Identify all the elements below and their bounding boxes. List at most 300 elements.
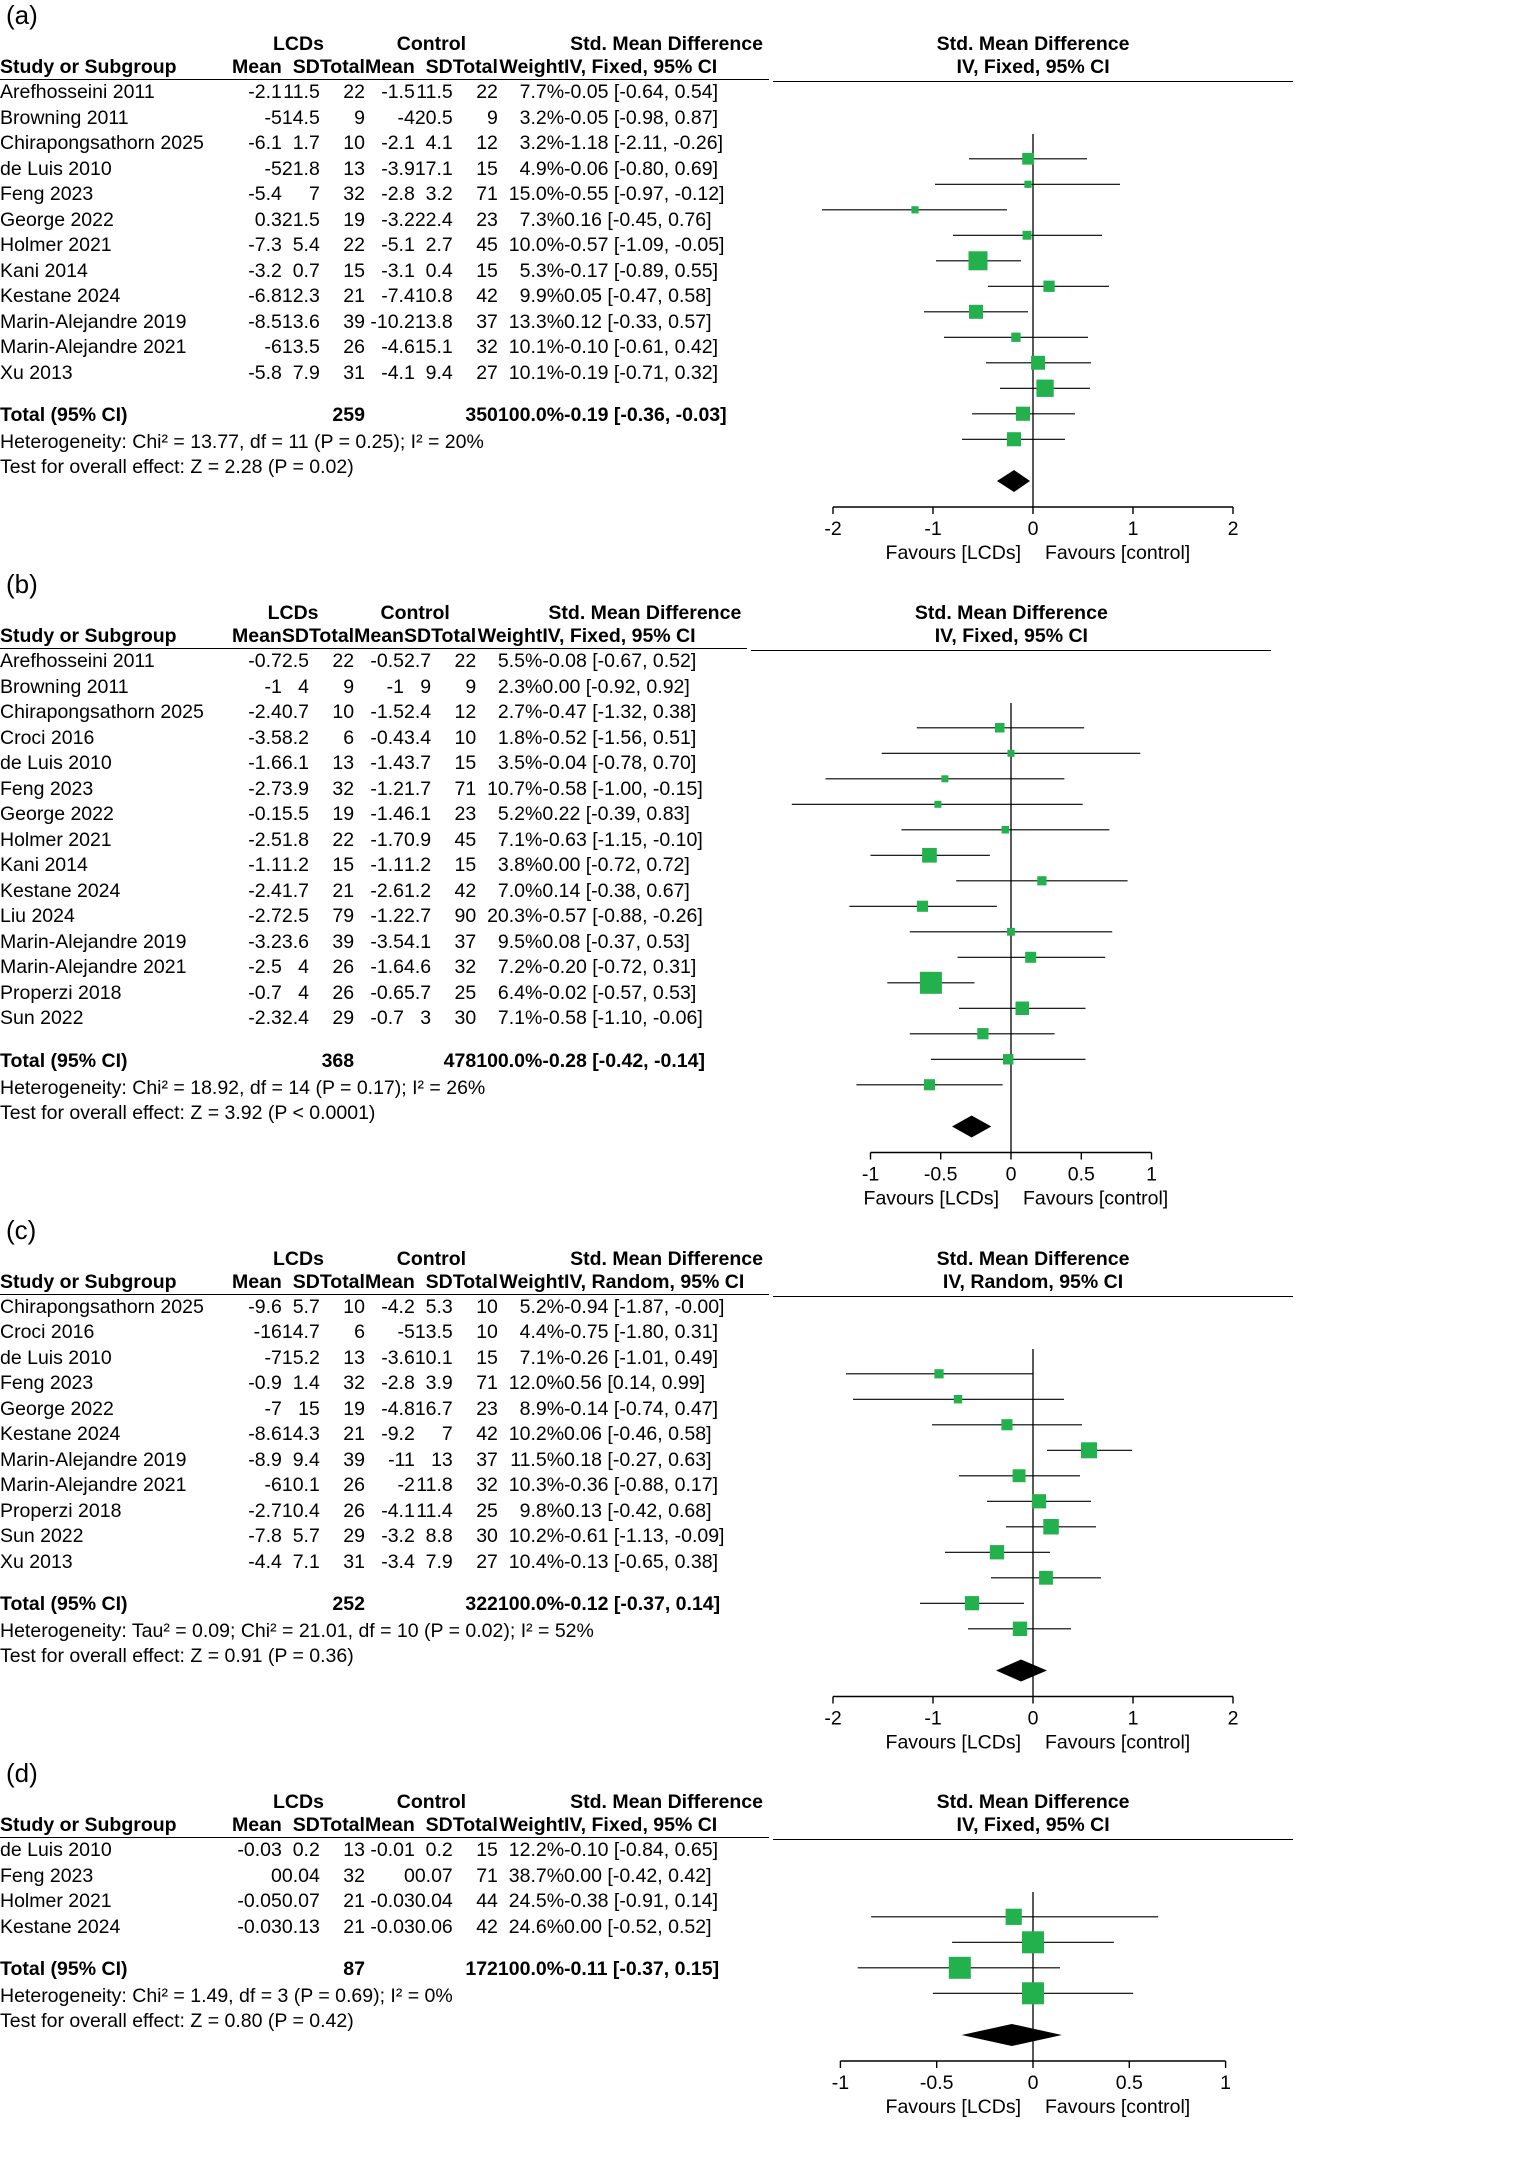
cell-sd1: 4 bbox=[298, 675, 309, 698]
spacer-cell bbox=[498, 1791, 564, 1814]
cell-ci: 0.18 [-0.27, 0.63] bbox=[564, 1448, 712, 1471]
forest-table bbox=[0, 1791, 769, 2034]
axis-tick-label: -0.5 bbox=[919, 2072, 954, 2094]
cell-study: Holmer 2021 bbox=[0, 828, 112, 851]
cell-total1: 26 bbox=[332, 981, 355, 1004]
cell-total1: 29 bbox=[332, 1007, 355, 1029]
group-header-smd: Std. Mean Difference bbox=[570, 1791, 763, 1813]
col-header-total1: Total bbox=[319, 1270, 365, 1293]
cell-ci: 0.00 [-0.92, 0.92] bbox=[542, 675, 690, 698]
forest-table bbox=[0, 602, 747, 1126]
cell-blank bbox=[282, 1046, 309, 1076]
cell-total2: 9 bbox=[487, 106, 498, 129]
col-header-sd2: SD bbox=[403, 625, 432, 647]
spacer-cell bbox=[0, 602, 232, 625]
cell-mean2: -2.1 bbox=[381, 132, 415, 154]
cell-total1: 6 bbox=[354, 1321, 365, 1343]
cell-sd1: 5.7 bbox=[292, 1525, 320, 1547]
cell-ci: 0.12 [-0.33, 0.57] bbox=[564, 310, 712, 333]
table-column-header-row bbox=[0, 1814, 769, 1838]
cell-study: Marin-Alejandre 2021 bbox=[0, 336, 187, 358]
graph-header-model: IV, Fixed, 95% CI bbox=[773, 56, 1293, 82]
cell-total2: 32 bbox=[476, 1474, 498, 1496]
cell-weight: 3.8% bbox=[497, 854, 543, 876]
cell-mean1: -3.5 bbox=[248, 726, 282, 749]
group-header-lcds: LCDs bbox=[273, 1791, 324, 1813]
cell-study: Xu 2013 bbox=[0, 1550, 73, 1573]
cell-mean1: -8.6 bbox=[248, 1423, 282, 1445]
cell-study: Marin-Alejandre 2019 bbox=[0, 310, 187, 333]
cell-mean2: -3.9 bbox=[381, 157, 415, 180]
cell-mean1: -0.7 bbox=[248, 981, 282, 1004]
cell-sd1: 21.5 bbox=[281, 208, 320, 231]
cell-sd1: 13.5 bbox=[281, 336, 320, 358]
cell-mean1: -1.1 bbox=[248, 854, 282, 876]
cell-mean2: -0.03 bbox=[370, 1915, 415, 1938]
cell-total2: 32 bbox=[476, 336, 498, 358]
cell-weight: 11.5% bbox=[510, 1448, 565, 1471]
cell-ci: -0.10 [-0.61, 0.42] bbox=[564, 336, 718, 358]
col-header-mean1: Mean bbox=[232, 56, 282, 78]
axis-label-left: Favours [LCDs] bbox=[885, 542, 1022, 564]
cell-study: de Luis 2010 bbox=[0, 1346, 112, 1369]
cell-sd2: 11.8 bbox=[416, 1474, 453, 1496]
cell-total-n2: 350 bbox=[465, 404, 498, 426]
cell-weight: 6.4% bbox=[497, 981, 543, 1004]
table-row bbox=[0, 828, 747, 854]
cell-mean2: -1 bbox=[386, 675, 404, 698]
cell-study: Sun 2022 bbox=[0, 1007, 84, 1029]
cell-sd2: 16.7 bbox=[414, 1397, 453, 1420]
cell-study: Sun 2022 bbox=[0, 1525, 84, 1547]
cell-ci: -0.63 [-1.15, -0.10] bbox=[542, 828, 703, 851]
effect-marker bbox=[1016, 407, 1030, 421]
effect-marker bbox=[1006, 1909, 1022, 1925]
cell-ci: -0.06 [-0.80, 0.69] bbox=[564, 157, 718, 180]
cell-sd1: 1.7 bbox=[281, 879, 309, 902]
cell-sd2: 4.6 bbox=[403, 956, 432, 978]
col-header-total2: Total bbox=[452, 1814, 498, 1836]
overall-effect-text: Test for overall effect: Z = 0.80 (P = 0.42) bbox=[0, 2010, 354, 2032]
cell-total2: 37 bbox=[454, 930, 477, 953]
col-header-total2: Total bbox=[452, 56, 498, 78]
cell-total1: 13 bbox=[332, 752, 355, 774]
cell-sd2: 3.7 bbox=[403, 752, 432, 774]
forest-panel-b bbox=[0, 569, 1535, 1215]
cell-weight: 5.2% bbox=[519, 1295, 565, 1318]
col-header-total2: Total bbox=[452, 1270, 498, 1293]
cell-sd1: 5.4 bbox=[292, 234, 320, 256]
overall-effect-text: Test for overall effect: Z = 3.92 (P < 0.0001) bbox=[0, 1101, 376, 1124]
cell-total2: 12 bbox=[454, 701, 477, 723]
cell-total1: 6 bbox=[343, 726, 355, 749]
cell-weight: 7.0% bbox=[497, 879, 543, 902]
table-row bbox=[0, 1006, 747, 1032]
col-header-study: Study or Subgroup bbox=[0, 56, 232, 80]
axis-tick-label: 1 bbox=[1127, 1707, 1139, 1729]
cell-weight: 10.0% bbox=[508, 234, 565, 256]
cell-total1: 21 bbox=[343, 1423, 365, 1445]
effect-marker bbox=[1039, 1570, 1053, 1584]
cell-mean1: -0.1 bbox=[248, 803, 282, 825]
cell-ci: -0.26 [-1.01, 0.49] bbox=[564, 1346, 718, 1369]
cell-study: George 2022 bbox=[0, 208, 114, 231]
cell-study: Holmer 2021 bbox=[0, 234, 112, 256]
cell-mean2: -9.2 bbox=[381, 1423, 415, 1445]
cell-mean2: -4.2 bbox=[381, 1295, 415, 1318]
cell-study: Chirapongsathorn 2025 bbox=[0, 701, 204, 723]
table-row bbox=[0, 1422, 769, 1448]
cell-mean1: -5.8 bbox=[248, 361, 282, 384]
cell-total1: 10 bbox=[343, 132, 365, 154]
cell-mean1: -2.5 bbox=[248, 828, 282, 851]
effect-marker bbox=[1013, 1621, 1027, 1635]
cell-mean2: -7.4 bbox=[381, 285, 415, 307]
heterogeneity-row bbox=[0, 1984, 769, 2009]
cell-blank bbox=[282, 1954, 320, 1984]
col-header-sd1: SD bbox=[282, 1271, 320, 1295]
col-header-study: Study or Subgroup bbox=[0, 1814, 232, 1838]
cell-mean2: -4.6 bbox=[381, 336, 415, 358]
cell-mean1: -7.8 bbox=[248, 1525, 282, 1547]
table-row bbox=[0, 879, 747, 905]
col-header-weight: Weight bbox=[499, 1814, 565, 1836]
cell-mean2: -4 bbox=[397, 106, 415, 129]
group-header-smd: Std. Mean Difference bbox=[570, 33, 763, 55]
cell-total2: 45 bbox=[454, 828, 477, 851]
cell-mean1: -2.1 bbox=[248, 81, 282, 103]
cell-mean1: -2.3 bbox=[248, 1007, 282, 1029]
effect-marker bbox=[1026, 952, 1037, 963]
cell-sd1: 10.1 bbox=[281, 1474, 320, 1496]
cell-sd2: 9 bbox=[420, 675, 432, 698]
table-row bbox=[0, 157, 769, 183]
group-header-smd: Std. Mean Difference bbox=[570, 1247, 763, 1270]
panel-label: (c) bbox=[6, 1214, 37, 1245]
col-header-mean1: Mean bbox=[232, 625, 282, 647]
cell-total2: 25 bbox=[454, 981, 477, 1004]
cell-total1: 19 bbox=[332, 803, 355, 825]
axis-label-right: Favours [control] bbox=[1023, 1187, 1169, 1210]
axis-tick-label: 2 bbox=[1227, 1707, 1239, 1729]
cell-total2: 27 bbox=[476, 361, 498, 384]
table-row bbox=[0, 284, 769, 310]
cell-blank bbox=[232, 1589, 282, 1619]
heterogeneity-row bbox=[0, 1619, 769, 1644]
cell-total2: 42 bbox=[476, 285, 498, 307]
table-row bbox=[0, 802, 747, 828]
cell-weight: 10.2% bbox=[508, 1423, 565, 1445]
cell-mean2: -3.4 bbox=[381, 1550, 415, 1573]
effect-marker bbox=[1036, 380, 1053, 397]
cell-weight: 9.8% bbox=[519, 1499, 565, 1522]
axis-label-left: Favours [LCDs] bbox=[885, 1731, 1022, 1753]
cell-total1: 29 bbox=[343, 1525, 365, 1547]
cell-study: Arefhosseini 2011 bbox=[0, 81, 155, 103]
table-row bbox=[0, 955, 747, 981]
cell-sd2: 20.5 bbox=[414, 106, 453, 129]
axis-label-left: Favours [LCDs] bbox=[885, 2096, 1022, 2118]
cell-mean1: -6.8 bbox=[248, 285, 282, 307]
cell-study: Marin-Alejandre 2019 bbox=[0, 1448, 187, 1471]
cell-total-weight: 100.0% bbox=[476, 1049, 543, 1072]
table-total-row bbox=[0, 1046, 747, 1076]
cell-weight: 5.3% bbox=[519, 259, 565, 282]
table-row bbox=[0, 1294, 769, 1320]
cell-study: Feng 2023 bbox=[0, 1372, 94, 1394]
cell-total-ci: -0.28 [-0.42, -0.14] bbox=[542, 1049, 705, 1072]
cell-total2: 23 bbox=[476, 208, 498, 231]
table-row bbox=[0, 1550, 769, 1576]
cell-mean1: -0.9 bbox=[248, 1372, 282, 1394]
cell-study: Browning 2011 bbox=[0, 106, 129, 129]
table-column-header-row bbox=[0, 56, 769, 80]
cell-study: de Luis 2010 bbox=[0, 1839, 112, 1861]
cell-total1: 39 bbox=[343, 1448, 365, 1471]
cell-study: George 2022 bbox=[0, 1397, 114, 1420]
cell-sd2: 5.3 bbox=[425, 1295, 453, 1318]
graph-header-smd: Std. Mean Difference bbox=[914, 602, 1108, 624]
cell-sd1: 7.1 bbox=[292, 1550, 320, 1573]
spacer-cell bbox=[0, 1248, 232, 1271]
cell-sd1: 0.7 bbox=[281, 701, 309, 723]
cell-mean1: -8.9 bbox=[248, 1448, 282, 1471]
cell-mean1: -1.6 bbox=[248, 752, 282, 774]
cell-sd1: 14.7 bbox=[281, 1321, 320, 1343]
cell-total1: 26 bbox=[343, 336, 365, 358]
cell-ci: -0.20 [-0.72, 0.31] bbox=[542, 956, 697, 978]
cell-total-ci: -0.12 [-0.37, 0.14] bbox=[564, 1593, 721, 1615]
cell-ci: -0.94 [-1.87, -0.00] bbox=[564, 1295, 725, 1318]
spacer-cell bbox=[476, 602, 542, 625]
axis-tick-label: -1 bbox=[924, 1707, 942, 1729]
cell-total1: 13 bbox=[343, 1346, 365, 1369]
cell-total1: 26 bbox=[343, 1474, 365, 1496]
forest-graph-svg bbox=[773, 82, 1293, 569]
table-column-header-row bbox=[0, 625, 747, 649]
axis-tick-label: 0.5 bbox=[1115, 2072, 1143, 2094]
cell-total1: 21 bbox=[332, 879, 355, 902]
forest-graph-svg bbox=[751, 651, 1271, 1215]
cell-blank bbox=[404, 1046, 431, 1076]
table-row bbox=[0, 1915, 769, 1941]
table-row bbox=[0, 726, 747, 752]
cell-study: Liu 2024 bbox=[0, 905, 75, 927]
cell-weight: 12.0% bbox=[508, 1372, 565, 1394]
cell-total-n1: 368 bbox=[321, 1049, 355, 1072]
cell-blank bbox=[365, 1589, 415, 1619]
cell-sd1: 7.9 bbox=[292, 361, 320, 384]
group-header-lcds: LCDs bbox=[267, 602, 319, 624]
effect-marker bbox=[1043, 281, 1054, 292]
axis-tick-label: -1 bbox=[831, 2072, 850, 2094]
cell-total2: 15 bbox=[454, 854, 477, 876]
cell-ci: 0.05 [-0.47, 0.58] bbox=[564, 285, 712, 307]
effect-marker bbox=[920, 972, 942, 994]
cell-total-label: Total (95% CI) bbox=[0, 404, 128, 426]
cell-total1: 39 bbox=[343, 310, 365, 333]
cell-sd1: 5.5 bbox=[281, 803, 309, 825]
cell-sd2: 3 bbox=[420, 1007, 432, 1029]
cell-mean2: -0.5 bbox=[370, 650, 404, 672]
table-row bbox=[0, 1499, 769, 1525]
table-row bbox=[0, 1524, 769, 1550]
effect-marker bbox=[1011, 333, 1020, 342]
cell-mean1: -6.1 bbox=[248, 132, 282, 154]
cell-sd1: 1.8 bbox=[281, 828, 309, 851]
effect-marker bbox=[922, 848, 937, 863]
cell-ci: 0.16 [-0.45, 0.76] bbox=[564, 208, 712, 231]
cell-ci: -0.58 [-1.10, -0.06] bbox=[542, 1007, 703, 1029]
cell-sd2: 1.7 bbox=[403, 777, 432, 800]
cell-total2: 27 bbox=[476, 1550, 498, 1573]
effect-marker bbox=[1008, 750, 1015, 757]
cell-mean1: -6 bbox=[264, 1474, 282, 1496]
cell-sd2: 22.4 bbox=[414, 208, 453, 231]
cell-total1: 22 bbox=[332, 650, 355, 672]
cell-blank bbox=[415, 1589, 453, 1619]
cell-mean1: -0.03 bbox=[237, 1915, 282, 1938]
effect-marker bbox=[1022, 1982, 1044, 2004]
cell-mean1: -2.7 bbox=[248, 905, 282, 927]
overall-effect-text: Test for overall effect: Z = 0.91 (P = 0.36) bbox=[0, 1645, 354, 1667]
cell-mean2: -3.5 bbox=[370, 930, 404, 953]
cell-mean1: 0 bbox=[271, 1864, 282, 1887]
cell-sd2: 7 bbox=[441, 1423, 453, 1445]
cell-sd1: 3.6 bbox=[281, 930, 309, 953]
cell-mean1: -3.2 bbox=[248, 930, 282, 953]
cell-mean2: -1.1 bbox=[370, 854, 404, 876]
cell-total-n2: 322 bbox=[465, 1593, 498, 1615]
cell-weight: 24.5% bbox=[508, 1890, 565, 1912]
cell-ci: -0.57 [-1.09, -0.05] bbox=[564, 234, 725, 256]
cell-ci: 0.08 [-0.37, 0.53] bbox=[542, 930, 690, 953]
axis-label-right: Favours [control] bbox=[1045, 2096, 1191, 2118]
cell-weight: 5.2% bbox=[497, 803, 543, 825]
table-row bbox=[0, 1889, 769, 1915]
cell-mean2: -2.8 bbox=[381, 1372, 415, 1394]
cell-ci: -0.08 [-0.67, 0.52] bbox=[542, 650, 697, 672]
cell-total-n1: 252 bbox=[332, 1593, 365, 1615]
cell-sd2: 3.2 bbox=[425, 183, 453, 205]
col-header-sd1: SD bbox=[282, 56, 320, 80]
cell-mean2: -3.1 bbox=[381, 259, 415, 282]
col-header-sd1: SD bbox=[282, 1814, 320, 1838]
cell-sd1: 8.2 bbox=[281, 726, 309, 749]
cell-total1: 26 bbox=[332, 956, 355, 978]
cell-total2: 30 bbox=[454, 1007, 477, 1029]
cell-sd1: 0.04 bbox=[281, 1864, 320, 1887]
cell-sd2: 2.7 bbox=[403, 650, 432, 672]
forest-graph-svg bbox=[773, 1840, 1293, 2123]
effect-marker bbox=[1031, 356, 1045, 370]
cell-mean2: -1.7 bbox=[370, 828, 404, 851]
cell-total-label: Total (95% CI) bbox=[0, 1958, 128, 1980]
table-group-header-row bbox=[0, 33, 769, 56]
table-row bbox=[0, 106, 769, 132]
cell-sd1: 2.5 bbox=[281, 650, 309, 672]
cell-mean2: -4.1 bbox=[381, 1499, 415, 1522]
graph-header-model: IV, Random, 95% CI bbox=[773, 1271, 1293, 1297]
heterogeneity-text: Heterogeneity: Chi² = 13.77, df = 11 (P = 0.25); I² = 20% bbox=[0, 431, 484, 453]
cell-mean2: -2 bbox=[397, 1474, 415, 1496]
cell-blank bbox=[415, 400, 453, 430]
col-header-model: IV, Fixed, 95% CI bbox=[564, 1814, 769, 1838]
col-header-mean2: Mean bbox=[364, 1270, 415, 1293]
cell-sd2: 8.8 bbox=[425, 1525, 453, 1547]
cell-sd2: 3.9 bbox=[425, 1372, 453, 1394]
cell-mean1: -5.4 bbox=[248, 183, 282, 205]
col-header-total1: Total bbox=[319, 1814, 365, 1836]
cell-sd1: 7 bbox=[308, 183, 320, 205]
heterogeneity-text: Heterogeneity: Tau² = 0.09; Chi² = 21.01, df = 10 (P = 0.02); I² = 52% bbox=[0, 1620, 594, 1642]
cell-study: Arefhosseini 2011 bbox=[0, 650, 155, 672]
cell-sd1: 0.13 bbox=[281, 1915, 320, 1938]
cell-total1: 21 bbox=[343, 1890, 365, 1912]
effect-marker bbox=[1016, 1002, 1030, 1016]
cell-weight: 10.1% bbox=[508, 361, 565, 384]
panel-label: (a) bbox=[6, 0, 38, 30]
cell-sd2: 5.7 bbox=[403, 981, 432, 1004]
cell-ci: -0.14 [-0.74, 0.47] bbox=[564, 1397, 718, 1420]
table-row bbox=[0, 335, 769, 361]
cell-sd1: 9.4 bbox=[292, 1448, 320, 1471]
effect-marker bbox=[969, 251, 988, 270]
effect-marker bbox=[934, 1369, 943, 1378]
effect-marker bbox=[1032, 1494, 1046, 1508]
effect-marker bbox=[1022, 153, 1034, 165]
cell-total2: 25 bbox=[476, 1499, 498, 1522]
cell-ci: 0.56 [0.14, 0.99] bbox=[564, 1372, 705, 1394]
cell-sd1: 14.3 bbox=[281, 1423, 320, 1445]
cell-weight: 20.3% bbox=[487, 905, 543, 927]
cell-blank bbox=[415, 1954, 453, 1984]
cell-mean2: -3.6 bbox=[381, 1346, 415, 1369]
table-row bbox=[0, 1320, 769, 1346]
effect-marker bbox=[1003, 1054, 1013, 1064]
cell-weight: 9.9% bbox=[519, 285, 565, 307]
forest-graph bbox=[751, 602, 1271, 1215]
effect-marker bbox=[949, 1957, 971, 1979]
axis-tick-label: -1 bbox=[862, 1163, 880, 1186]
cell-mean2: -5.1 bbox=[381, 234, 415, 256]
cell-mean1: -0.03 bbox=[237, 1839, 282, 1861]
cell-study: Marin-Alejandre 2021 bbox=[0, 956, 187, 978]
cell-ci: 0.13 [-0.42, 0.68] bbox=[564, 1499, 712, 1522]
cell-sd2: 6.1 bbox=[403, 803, 432, 825]
axis-label-right: Favours [control] bbox=[1045, 1731, 1191, 1753]
cell-ci: -1.18 [-2.11, -0.26] bbox=[564, 132, 724, 154]
cell-ci: -0.05 [-0.98, 0.87] bbox=[564, 106, 718, 129]
cell-total-n1: 259 bbox=[332, 404, 365, 426]
cell-sd2: 0.07 bbox=[414, 1864, 453, 1887]
cell-ci: 0.22 [-0.39, 0.83] bbox=[542, 803, 690, 825]
table-row bbox=[0, 751, 747, 777]
cell-ci: -0.05 [-0.64, 0.54] bbox=[564, 81, 718, 103]
table-row bbox=[0, 80, 769, 106]
spacer-cell bbox=[498, 33, 564, 56]
cell-sd1: 0.2 bbox=[292, 1839, 320, 1861]
table-total-row bbox=[0, 1954, 769, 1984]
cell-total-weight: 100.0% bbox=[497, 404, 565, 426]
cell-sd2: 2.7 bbox=[403, 905, 432, 927]
axis-tick-label: 0 bbox=[1027, 2072, 1039, 2094]
cell-mean2: 0 bbox=[403, 1864, 415, 1887]
cell-mean2: -1.2 bbox=[370, 777, 404, 800]
cell-mean1: -3.2 bbox=[248, 259, 282, 282]
cell-mean1: -2.5 bbox=[248, 956, 282, 978]
cell-total-label: Total (95% CI) bbox=[0, 1049, 128, 1072]
